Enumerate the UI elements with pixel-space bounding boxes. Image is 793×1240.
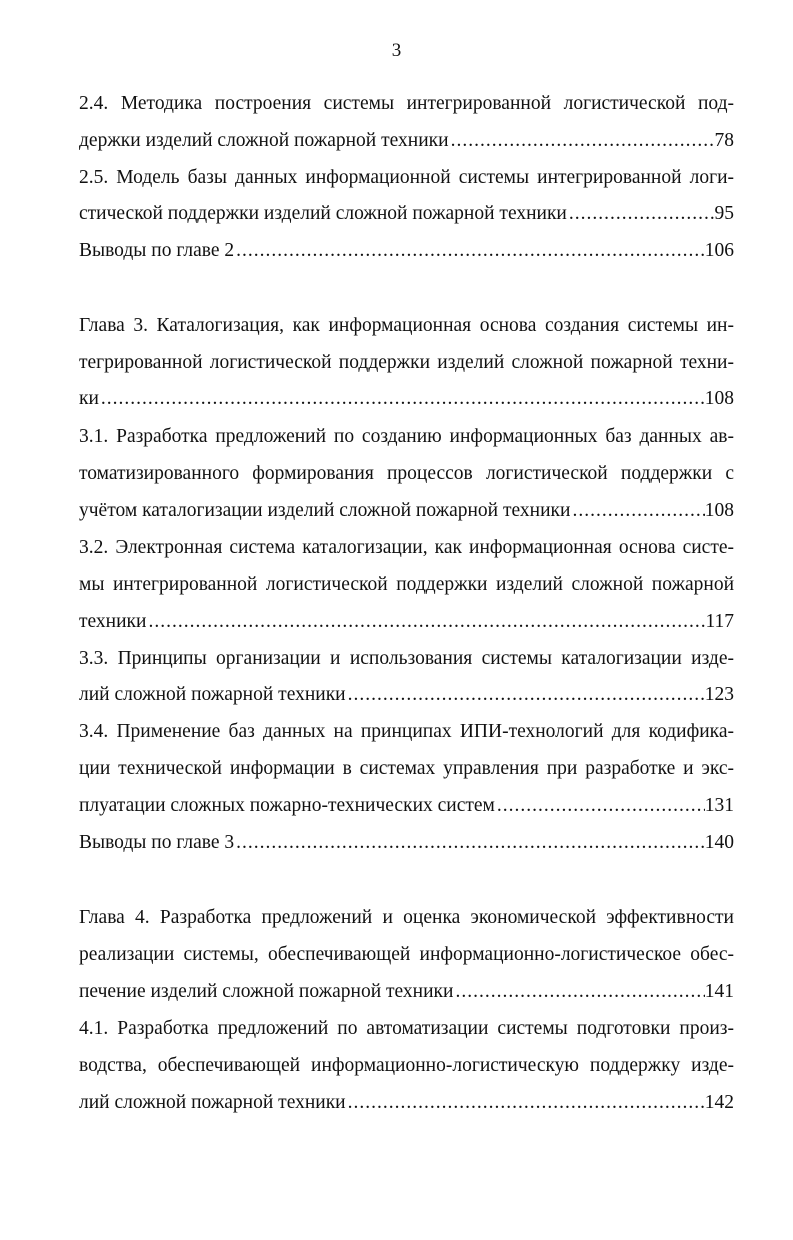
toc-page-number: 108 — [704, 388, 734, 409]
toc-entry-text: держки изделий сложной пожарной техники — [79, 130, 449, 151]
dot-leader — [236, 829, 705, 857]
toc-entry-last-line — [79, 127, 734, 155]
toc-entry-line: Глава 3. Каталогизация, как информационная основа создания системы ин- — [79, 315, 734, 336]
toc-entry-line: 4.1. Разработка предложений по автоматизации системы подготовки произ- — [79, 1018, 734, 1039]
dot-leader — [101, 385, 705, 413]
toc-entry-last-line — [79, 385, 734, 413]
dot-leader — [148, 608, 705, 636]
dot-leader — [451, 127, 715, 155]
toc-entry-line: Глава 4. Разработка предложений и оценка экономической эффективности — [79, 907, 734, 928]
toc-entry-last-line — [79, 608, 734, 636]
toc-entry-line: реализации системы, обеспечивающей информационно-логистическое обес- — [79, 944, 734, 965]
toc-entry-line: ции технической информации в системах управления при разработке и экс- — [79, 758, 734, 779]
toc-entry-last-line — [79, 1089, 734, 1117]
toc-page-number: 141 — [704, 981, 734, 1002]
toc-entry-line: 3.3. Принципы организации и использования системы каталогизации изде- — [79, 648, 734, 669]
toc-entry-line: 2.5. Модель базы данных информационной системы интегрированной логи- — [79, 167, 734, 188]
dot-leader — [569, 200, 715, 228]
toc-entry-text: лий сложной пожарной техники — [79, 1092, 346, 1113]
dot-leader — [348, 681, 705, 709]
toc-page-number: 140 — [704, 832, 734, 853]
toc-entry-text: Выводы по главе 3 — [79, 832, 235, 853]
toc-entry-line: томатизированного формирования процессов логистической поддержки с — [79, 463, 734, 484]
toc-entry-last-line — [79, 978, 734, 1006]
toc-entry-text: Выводы по главе 2 — [79, 240, 235, 261]
toc-page-number: 108 — [704, 500, 734, 521]
toc-page-number: 131 — [704, 795, 734, 816]
toc-page-number: 123 — [704, 684, 734, 705]
toc-entry-line: мы интегрированной логистической поддержки изделий сложной пожарной — [79, 574, 734, 595]
dot-leader — [236, 237, 705, 265]
toc-entry-text: лий сложной пожарной техники — [79, 684, 346, 705]
toc-entry-line: 3.1. Разработка предложений по созданию информационных баз данных ав- — [79, 426, 734, 447]
toc-entry-text: ки — [79, 388, 99, 409]
toc-page-number: 142 — [704, 1092, 734, 1113]
toc-page-number: 95 — [714, 203, 734, 224]
toc-entry-last-line — [79, 792, 734, 820]
dot-leader — [455, 978, 704, 1006]
toc-entry-text: плуатации сложных пожарно-технических систем — [79, 795, 495, 816]
toc-entry-text: техники — [79, 611, 147, 632]
page-number: 3 — [391, 40, 402, 61]
toc-entry-last-line — [79, 829, 734, 857]
toc-entry-last-line — [79, 200, 734, 228]
toc-entry-text: печение изделий сложной пожарной техники — [79, 981, 454, 1002]
toc-page-number: 78 — [714, 130, 734, 151]
toc-entry-line: тегрированной логистической поддержки изделий сложной пожарной техни- — [79, 352, 734, 373]
toc-entry-last-line — [79, 497, 734, 525]
toc-page-number: 106 — [704, 240, 734, 261]
dot-leader — [348, 1089, 705, 1117]
toc-entry-text: стической поддержки изделий сложной пожарной техники — [79, 203, 567, 224]
toc-entry-line: 2.4. Методика построения системы интегрированной логистической под- — [79, 93, 734, 114]
toc-entry-line: 3.4. Применение баз данных на принципах ИПИ-технологий для кодифика- — [79, 721, 734, 742]
toc-entry-line: 3.2. Электронная система каталогизации, как информационная основа систе- — [79, 537, 734, 558]
toc-entry-line: водства, обеспечивающей информационно-логистическую поддержку изде- — [79, 1055, 734, 1076]
toc-entry-last-line — [79, 681, 734, 709]
toc-entry-last-line — [79, 237, 734, 265]
dot-leader — [572, 497, 704, 525]
toc-page-number: 117 — [705, 611, 734, 632]
dot-leader — [497, 792, 705, 820]
toc-entry-text: учётом каталогизации изделий сложной пожарной техники — [79, 500, 571, 521]
